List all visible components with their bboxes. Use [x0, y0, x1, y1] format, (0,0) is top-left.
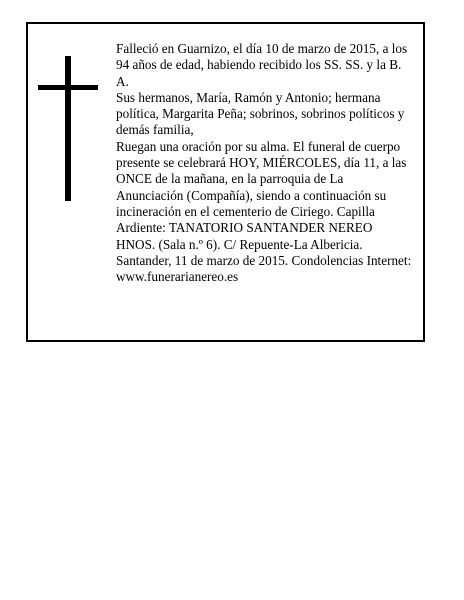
- latin-cross-icon: [38, 56, 98, 201]
- place-date-condolences: Santander, 11 de marzo de 2015. Condolencias Internet: www.funerarianereo.es: [116, 252, 412, 285]
- obituary-notice: [26, 22, 425, 342]
- family-list: Sus hermanos, María, Ramón y Antonio; hermana política, Margarita Peña; sobrinos, sobrinos políticos y demás familia,: [116, 89, 405, 138]
- cross-horizontal-bar: [38, 85, 98, 90]
- obituary-text: [116, 41, 412, 285]
- cross-vertical-bar: [65, 56, 71, 201]
- funeral-details: Ruegan una oración por su alma. El funeral de cuerpo presente se celebrará HOY, MIÉRCOLES, día 11, a las ONCE de la mañana, en la parroquia de La Anunciación (Compañía), siendo a continuación su incineración en el cementerio de Ciriego. Capilla Ardiente: TANATORIO SANTANDER NEREO HNOS. (Sala n.º 6). C/ Repuente-La Albericia.: [116, 138, 407, 252]
- death-announcement: Falleció en Guarnizo, el día 10 de marzo de 2015, a los 94 años de edad, habiendo recibido los SS. SS. y la B. A.: [116, 41, 408, 89]
